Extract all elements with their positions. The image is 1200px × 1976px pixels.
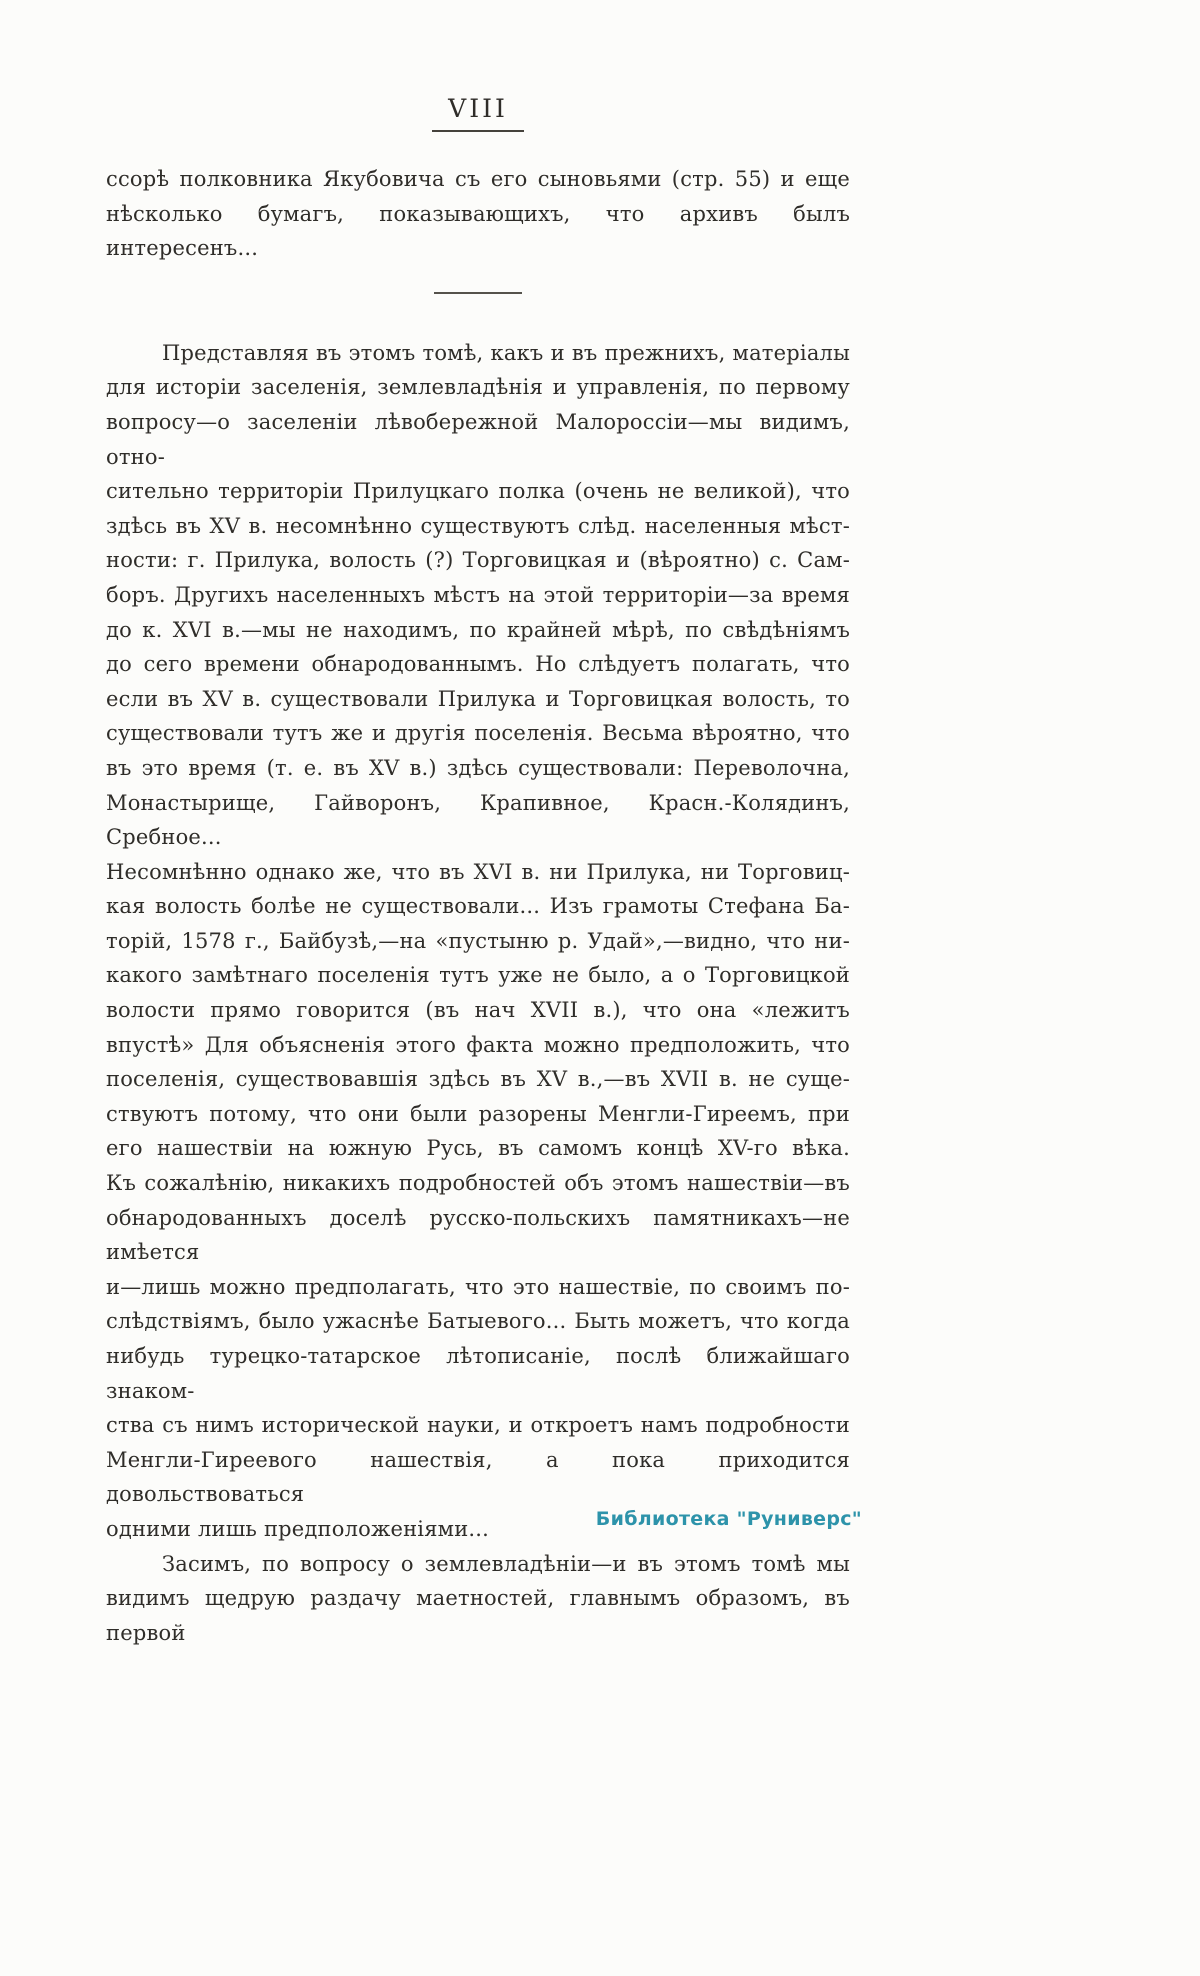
text-line: и—лишь можно предполагать, что это нашествіе, по своимъ по- bbox=[106, 1274, 850, 1299]
text-line: какого замѣтнаго поселенія тутъ уже не было, а о Торговицкой bbox=[106, 963, 850, 988]
text-line: торій, 1578 г., Байбузѣ,—на «пустыню р. Удай»,—видно, что ни- bbox=[106, 928, 850, 953]
section-divider bbox=[106, 292, 850, 294]
text-line: существовали тутъ же и другія поселенія. Весьма вѣроятно, что bbox=[106, 721, 850, 746]
text-line: его нашествіи на южную Русь, въ самомъ концѣ XV-го вѣка. bbox=[106, 1136, 850, 1161]
text-line: въ это время (т. е. въ XV в.) здѣсь существовали: Переволочна, bbox=[106, 755, 850, 780]
page-number: VIII bbox=[432, 94, 524, 132]
text-line: Къ сожалѣнію, никакихъ подробностей объ этомъ нашествіи—въ bbox=[106, 1171, 850, 1196]
text-line: слѣдствіямъ, было ужаснѣе Батыевого... Быть можетъ, что когда bbox=[106, 1309, 850, 1334]
text-line: вопросу—о заселеніи лѣвобережной Малороссіи—мы видимъ, отно- bbox=[106, 409, 850, 469]
text-line: ности: г. Прилука, волость (?) Торговицкая и (вѣроятно) с. Сам- bbox=[106, 548, 850, 573]
text-line: Менгли-Гиреевого нашествія, а пока приходится довольствоваться bbox=[106, 1447, 850, 1507]
library-watermark: Библиотека "Руниверс" bbox=[595, 1508, 862, 1530]
text-line: для исторіи заселенія, землевладѣнія и управленія, по первому bbox=[106, 375, 850, 400]
text-line: здѣсь въ XV в. несомнѣнно существуютъ слѣд. населенныя мѣст- bbox=[106, 513, 850, 538]
text-line: боръ. Другихъ населенныхъ мѣстъ на этой территоріи—за время bbox=[106, 582, 850, 607]
text-line: нибудь турецко-татарское лѣтописаніе, послѣ ближайшаго знаком- bbox=[106, 1344, 850, 1403]
text-line: Засимъ, по вопросу о землевладѣніи—и въ этомъ томѣ мы bbox=[162, 1551, 850, 1576]
text-line: Представляя въ этомъ томѣ, какъ и въ прежнихъ, матеріалы bbox=[162, 340, 850, 365]
text-line: если въ XV в. существовали Прилука и Торговицкая волость, то bbox=[106, 686, 850, 711]
text-line: до сего времени обнародованнымъ. Но слѣдуетъ полагать, что bbox=[106, 652, 850, 677]
text-line: одними лишь предположеніями... bbox=[106, 1516, 490, 1541]
text-line: ствуютъ потому, что они были разорены Менгли-Гиреемъ, при bbox=[106, 1101, 850, 1126]
text-line: ссорѣ полковника Якубовича съ его сыновьями (стр. 55) и еще bbox=[106, 167, 850, 191]
page-header bbox=[106, 94, 850, 138]
text-line: впустѣ» Для объясненія этого факта можно предположить, что bbox=[106, 1032, 850, 1057]
text-line: до к. XVI в.—мы не находимъ, по крайней мѣрѣ, по свѣдѣніямъ bbox=[106, 617, 850, 642]
body-paragraph-2 bbox=[106, 1547, 850, 1651]
intro-paragraph bbox=[106, 162, 850, 266]
text-line: Монастырище, Гайворонъ, Крапивное, Красн.-Колядинъ, Сребное... bbox=[106, 790, 850, 850]
text-line: Несомнѣнно однако же, что въ XVI в. ни Прилука, ни Торговиц- bbox=[106, 859, 850, 884]
body-paragraph-1 bbox=[106, 336, 850, 1547]
divider-rule bbox=[434, 292, 522, 294]
text-line: ства съ нимъ исторической науки, и откроетъ намъ подробности bbox=[106, 1413, 850, 1438]
text-line: волости прямо говорится (въ нач XVII в.), что она «лежитъ bbox=[106, 998, 850, 1023]
text-column bbox=[106, 94, 850, 1650]
text-line: обнародованныхъ доселѣ русско-польскихъ памятникахъ—не имѣется bbox=[106, 1205, 850, 1265]
text-line: поселенія, существовавшія здѣсь въ XV в.,—въ XVII в. не суще- bbox=[106, 1067, 850, 1092]
text-line: сительно территоріи Прилуцкаго полка (очень не великой), что bbox=[106, 479, 850, 504]
text-line: нѣсколько бумагъ, показывающихъ, что архивъ былъ интересенъ... bbox=[106, 201, 850, 261]
text-line: кая волость болѣе не существовали... Изъ грамоты Стефана Ба- bbox=[106, 894, 850, 919]
text-line: видимъ щедрую раздачу маетностей, главнымъ образомъ, въ первой bbox=[106, 1586, 850, 1645]
